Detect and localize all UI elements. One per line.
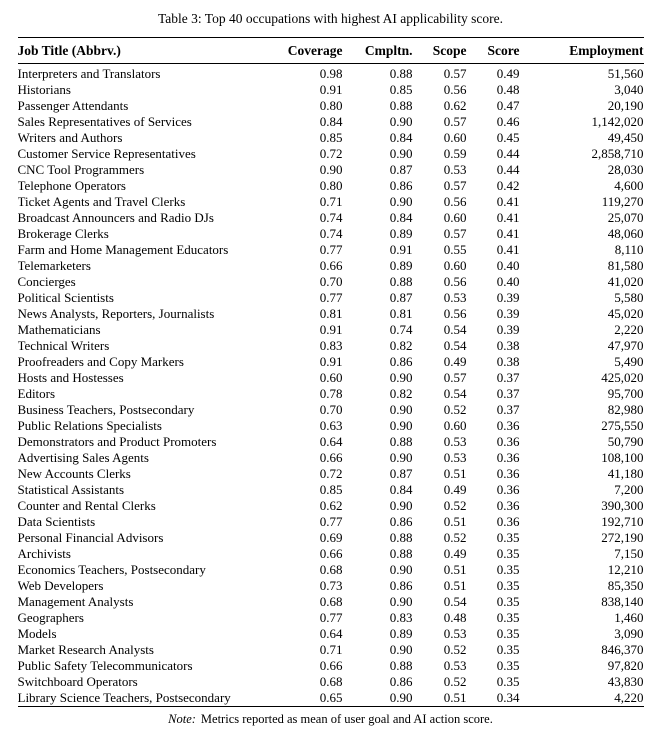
- value-cell: 0.90: [389, 114, 413, 129]
- table-header: [18, 38, 644, 64]
- value-cell: 4,220: [614, 690, 644, 705]
- value-cell: 0.90: [319, 162, 343, 177]
- value-cell: 0.35: [496, 610, 520, 625]
- value-cell: 0.66: [319, 546, 343, 561]
- value-cell: 0.56: [443, 194, 467, 209]
- table-row: [18, 242, 644, 258]
- value-cell: 0.36: [496, 514, 520, 529]
- value-cell: 0.90: [389, 418, 413, 433]
- value-cell: 0.49: [496, 66, 520, 81]
- value-cell: 0.86: [389, 578, 413, 593]
- value-cell: 838,140: [601, 594, 644, 609]
- value-cell: 0.74: [389, 322, 413, 337]
- value-cell: 0.51: [443, 562, 467, 577]
- value-cell: 0.89: [389, 258, 413, 273]
- job-title-cell: Hosts and Hostesses: [17, 370, 124, 385]
- job-title-cell: Historians: [17, 82, 71, 97]
- table-row: [18, 354, 644, 370]
- value-cell: 0.88: [389, 658, 413, 673]
- value-cell: 1,142,020: [591, 114, 644, 129]
- job-title-cell: Proofreaders and Copy Markers: [17, 354, 184, 369]
- job-title-cell: Brokerage Clerks: [17, 226, 109, 241]
- job-title-cell: News Analysts, Reporters, Journalists: [17, 306, 215, 321]
- table-row: [18, 514, 644, 530]
- value-cell: 0.56: [443, 82, 467, 97]
- value-cell: 0.64: [319, 626, 343, 641]
- table-row: [18, 162, 644, 178]
- job-title-cell: Political Scientists: [17, 290, 114, 305]
- value-cell: 0.35: [496, 594, 520, 609]
- table-row: [18, 386, 644, 402]
- job-title-cell: Statistical Assistants: [17, 482, 125, 497]
- table-row: [18, 482, 644, 498]
- job-title-cell: Mathematicians: [17, 322, 101, 337]
- value-cell: 0.90: [389, 370, 413, 385]
- value-cell: 0.35: [496, 562, 520, 577]
- table-row: [18, 498, 644, 514]
- table-row: [18, 658, 644, 674]
- value-cell: 0.62: [443, 98, 467, 113]
- job-title-cell: Sales Representatives of Services: [17, 114, 192, 129]
- value-cell: 0.40: [496, 274, 520, 289]
- table-body: [18, 64, 644, 707]
- table-row: [18, 610, 644, 626]
- value-cell: 0.90: [389, 642, 413, 657]
- value-cell: 0.66: [319, 450, 343, 465]
- table-row: [18, 674, 644, 690]
- job-title-cell: Editors: [17, 386, 56, 401]
- value-cell: 0.49: [443, 482, 467, 497]
- value-cell: 49,450: [607, 130, 644, 145]
- value-cell: 48,060: [607, 226, 644, 241]
- value-cell: 192,710: [601, 514, 644, 529]
- value-cell: 0.70: [319, 402, 343, 417]
- job-title-cell: Management Analysts: [17, 594, 134, 609]
- table-row: [18, 98, 644, 114]
- value-cell: 390,300: [601, 498, 644, 513]
- job-title-cell: CNC Tool Programmers: [17, 162, 145, 177]
- value-cell: 0.91: [319, 322, 343, 337]
- value-cell: 0.52: [443, 402, 467, 417]
- value-cell: 0.90: [389, 146, 413, 161]
- job-title-cell: Library Science Teachers, Postsecondary: [17, 690, 231, 705]
- value-cell: 0.74: [319, 226, 343, 241]
- header-row: [18, 38, 644, 64]
- job-title-cell: Models: [17, 626, 57, 641]
- col-header-scope: Scope: [413, 38, 467, 64]
- value-cell: 0.36: [496, 498, 520, 513]
- value-cell: 0.68: [319, 562, 343, 577]
- job-title-cell: Market Research Analysts: [17, 642, 154, 657]
- note-text: Metrics reported as mean of user goal and AI action score.: [200, 712, 493, 726]
- job-title-cell: Writers and Authors: [17, 130, 123, 145]
- table-row: [18, 114, 644, 130]
- value-cell: 0.36: [496, 450, 520, 465]
- value-cell: 1,460: [614, 610, 644, 625]
- value-cell: 47,970: [607, 338, 644, 353]
- value-cell: 0.71: [319, 642, 343, 657]
- value-cell: 3,040: [614, 82, 644, 97]
- value-cell: 0.90: [389, 402, 413, 417]
- value-cell: 0.71: [319, 194, 343, 209]
- job-title-cell: Switchboard Operators: [17, 674, 138, 689]
- value-cell: 85,350: [607, 578, 644, 593]
- job-title-cell: Technical Writers: [17, 338, 110, 353]
- value-cell: 0.81: [389, 306, 413, 321]
- job-title-cell: Data Scientists: [17, 514, 96, 529]
- value-cell: 0.77: [319, 514, 343, 529]
- value-cell: 0.88: [389, 530, 413, 545]
- table-row: [18, 562, 644, 578]
- table-row: [18, 226, 644, 242]
- value-cell: 0.54: [443, 322, 467, 337]
- table-row: [18, 322, 644, 338]
- value-cell: 0.77: [319, 242, 343, 257]
- table-row: [18, 642, 644, 658]
- value-cell: 0.82: [389, 338, 413, 353]
- job-title-cell: Economics Teachers, Postsecondary: [17, 562, 206, 577]
- value-cell: 8,110: [614, 242, 644, 257]
- value-cell: 41,180: [607, 466, 644, 481]
- value-cell: 0.49: [443, 354, 467, 369]
- value-cell: 0.84: [389, 210, 413, 225]
- value-cell: 0.73: [319, 578, 343, 593]
- job-title-cell: Ticket Agents and Travel Clerks: [17, 194, 186, 209]
- job-title-cell: Passenger Attendants: [17, 98, 129, 113]
- value-cell: 0.40: [496, 258, 520, 273]
- value-cell: 0.66: [319, 258, 343, 273]
- value-cell: 0.98: [319, 66, 343, 81]
- value-cell: 0.91: [319, 354, 343, 369]
- value-cell: 0.80: [319, 178, 343, 193]
- table-row: [18, 690, 644, 707]
- value-cell: 0.46: [496, 114, 520, 129]
- job-title-cell: New Accounts Clerks: [17, 466, 131, 481]
- value-cell: 0.51: [443, 690, 467, 705]
- job-title-cell: Advertising Sales Agents: [17, 450, 149, 465]
- value-cell: 0.72: [319, 466, 343, 481]
- table-row: [18, 82, 644, 98]
- value-cell: 0.88: [389, 274, 413, 289]
- value-cell: 0.86: [389, 178, 413, 193]
- value-cell: 51,560: [607, 66, 644, 81]
- col-header-job-title: Job Title (Abbrv.): [18, 38, 268, 64]
- table-row: [18, 290, 644, 306]
- value-cell: 2,858,710: [591, 146, 644, 161]
- value-cell: 0.55: [443, 242, 467, 257]
- job-title-cell: Public Safety Telecommunicators: [17, 658, 193, 673]
- value-cell: 0.48: [443, 610, 467, 625]
- value-cell: 5,490: [614, 354, 644, 369]
- value-cell: 0.87: [389, 290, 413, 305]
- value-cell: 0.36: [496, 434, 520, 449]
- value-cell: 0.72: [319, 146, 343, 161]
- value-cell: 20,190: [607, 98, 644, 113]
- value-cell: 846,370: [601, 642, 644, 657]
- table-row: [18, 306, 644, 322]
- value-cell: 0.57: [443, 66, 467, 81]
- value-cell: 0.63: [319, 418, 343, 433]
- value-cell: 0.84: [389, 130, 413, 145]
- table-row: [18, 578, 644, 594]
- value-cell: 0.87: [389, 466, 413, 481]
- value-cell: 0.52: [443, 498, 467, 513]
- value-cell: 0.35: [496, 658, 520, 673]
- value-cell: 95,700: [607, 386, 644, 401]
- job-title-cell: Farm and Home Management Educators: [17, 242, 229, 257]
- value-cell: 81,580: [607, 258, 644, 273]
- value-cell: 0.34: [496, 690, 520, 705]
- value-cell: 2,220: [614, 322, 644, 337]
- table-row: [18, 594, 644, 610]
- value-cell: 0.74: [319, 210, 343, 225]
- value-cell: 0.54: [443, 386, 467, 401]
- value-cell: 0.91: [389, 242, 413, 257]
- value-cell: 0.53: [443, 434, 467, 449]
- value-cell: 4,600: [614, 178, 644, 193]
- value-cell: 0.90: [389, 562, 413, 577]
- value-cell: 7,200: [614, 482, 644, 497]
- value-cell: 0.69: [319, 530, 343, 545]
- table-row: [18, 370, 644, 386]
- value-cell: 0.48: [496, 82, 520, 97]
- table-row: [18, 450, 644, 466]
- value-cell: 0.37: [496, 370, 520, 385]
- value-cell: 0.42: [496, 178, 520, 193]
- note-label: Note:: [168, 712, 196, 726]
- job-title-cell: Concierges: [17, 274, 76, 289]
- job-title-cell: Demonstrators and Product Promoters: [17, 434, 217, 449]
- value-cell: 0.49: [443, 546, 467, 561]
- value-cell: 0.36: [496, 482, 520, 497]
- value-cell: 0.89: [389, 626, 413, 641]
- table-row: [18, 258, 644, 274]
- value-cell: 0.60: [319, 370, 343, 385]
- value-cell: 0.70: [319, 274, 343, 289]
- value-cell: 0.83: [389, 610, 413, 625]
- value-cell: 0.77: [319, 290, 343, 305]
- col-header-employment: Employment: [520, 38, 644, 64]
- value-cell: 0.41: [496, 226, 520, 241]
- value-cell: 0.77: [319, 610, 343, 625]
- value-cell: 0.57: [443, 370, 467, 385]
- value-cell: 0.53: [443, 626, 467, 641]
- value-cell: 0.35: [496, 626, 520, 641]
- table-row: [18, 194, 644, 210]
- value-cell: 0.37: [496, 386, 520, 401]
- col-header-score: Score: [467, 38, 520, 64]
- occupations-table: [18, 37, 644, 707]
- value-cell: 0.62: [319, 498, 343, 513]
- value-cell: 0.86: [389, 354, 413, 369]
- value-cell: 0.35: [496, 546, 520, 561]
- value-cell: 0.35: [496, 578, 520, 593]
- job-title-cell: Counter and Rental Clerks: [17, 498, 156, 513]
- value-cell: 0.91: [319, 82, 343, 97]
- table-row: [18, 178, 644, 194]
- table-row: [18, 626, 644, 642]
- value-cell: 0.88: [389, 98, 413, 113]
- table-row: [18, 418, 644, 434]
- col-header-coverage: Coverage: [268, 38, 343, 64]
- value-cell: 25,070: [607, 210, 644, 225]
- table-row: [18, 434, 644, 450]
- table-row: [18, 466, 644, 482]
- value-cell: 0.56: [443, 274, 467, 289]
- value-cell: 0.35: [496, 642, 520, 657]
- value-cell: 0.78: [319, 386, 343, 401]
- value-cell: 7,150: [614, 546, 644, 561]
- value-cell: 0.80: [319, 98, 343, 113]
- value-cell: 0.53: [443, 290, 467, 305]
- value-cell: 0.84: [389, 482, 413, 497]
- value-cell: 0.86: [389, 514, 413, 529]
- table-row: [18, 530, 644, 546]
- value-cell: 0.39: [496, 290, 520, 305]
- value-cell: 0.53: [443, 450, 467, 465]
- value-cell: 0.90: [389, 498, 413, 513]
- value-cell: 272,190: [601, 530, 644, 545]
- table-row: [18, 546, 644, 562]
- job-title-cell: Customer Service Representatives: [17, 146, 196, 161]
- value-cell: 0.38: [496, 338, 520, 353]
- value-cell: 0.51: [443, 514, 467, 529]
- value-cell: 0.87: [389, 162, 413, 177]
- value-cell: 5,580: [614, 290, 644, 305]
- value-cell: 0.41: [496, 210, 520, 225]
- value-cell: 41,020: [607, 274, 644, 289]
- table-row: [18, 274, 644, 290]
- value-cell: 0.37: [496, 402, 520, 417]
- value-cell: 0.86: [389, 674, 413, 689]
- value-cell: 0.59: [443, 146, 467, 161]
- value-cell: 0.85: [389, 82, 413, 97]
- value-cell: 0.44: [496, 162, 520, 177]
- value-cell: 108,100: [601, 450, 644, 465]
- job-title-cell: Business Teachers, Postsecondary: [17, 402, 195, 417]
- value-cell: 0.60: [443, 418, 467, 433]
- value-cell: 0.36: [496, 466, 520, 481]
- job-title-cell: Interpreters and Translators: [17, 66, 161, 81]
- value-cell: 0.52: [443, 674, 467, 689]
- value-cell: 0.41: [496, 242, 520, 257]
- job-title-cell: Archivists: [17, 546, 71, 561]
- value-cell: 0.90: [389, 690, 413, 705]
- job-title-cell: Personal Financial Advisors: [17, 530, 164, 545]
- value-cell: 0.47: [496, 98, 520, 113]
- value-cell: 0.90: [389, 194, 413, 209]
- value-cell: 0.88: [389, 66, 413, 81]
- value-cell: 0.44: [496, 146, 520, 161]
- value-cell: 0.90: [389, 450, 413, 465]
- value-cell: 0.54: [443, 594, 467, 609]
- value-cell: 119,270: [601, 194, 644, 209]
- value-cell: 0.39: [496, 322, 520, 337]
- value-cell: 0.89: [389, 226, 413, 241]
- value-cell: 0.90: [389, 594, 413, 609]
- value-cell: 0.54: [443, 338, 467, 353]
- value-cell: 0.38: [496, 354, 520, 369]
- value-cell: 0.52: [443, 530, 467, 545]
- value-cell: 97,820: [607, 658, 644, 673]
- table-note: [0, 712, 661, 727]
- value-cell: 0.88: [389, 434, 413, 449]
- job-title-cell: Geographers: [17, 610, 84, 625]
- value-cell: 0.39: [496, 306, 520, 321]
- value-cell: 0.65: [319, 690, 343, 705]
- value-cell: 0.57: [443, 178, 467, 193]
- value-cell: 43,830: [607, 674, 644, 689]
- value-cell: 275,550: [601, 418, 644, 433]
- value-cell: 0.57: [443, 114, 467, 129]
- value-cell: 82,980: [607, 402, 644, 417]
- value-cell: 0.41: [496, 194, 520, 209]
- value-cell: 12,210: [607, 562, 644, 577]
- value-cell: 0.68: [319, 674, 343, 689]
- value-cell: 0.60: [443, 210, 467, 225]
- value-cell: 3,090: [614, 626, 644, 641]
- value-cell: 0.35: [496, 674, 520, 689]
- value-cell: 0.45: [496, 130, 520, 145]
- value-cell: 0.82: [389, 386, 413, 401]
- value-cell: 0.64: [319, 434, 343, 449]
- value-cell: 0.68: [319, 594, 343, 609]
- value-cell: 0.53: [443, 658, 467, 673]
- value-cell: 0.51: [443, 578, 467, 593]
- value-cell: 425,020: [601, 370, 644, 385]
- table-row: [18, 210, 644, 226]
- table-row: [18, 146, 644, 162]
- table-row: [18, 402, 644, 418]
- value-cell: 0.56: [443, 306, 467, 321]
- table-row: [18, 130, 644, 146]
- job-title-cell: Telephone Operators: [17, 178, 126, 193]
- value-cell: 0.85: [319, 482, 343, 497]
- table-row: [18, 64, 644, 83]
- job-title-cell: Broadcast Announcers and Radio DJs: [17, 210, 214, 225]
- value-cell: 0.60: [443, 258, 467, 273]
- value-cell: 0.85: [319, 130, 343, 145]
- value-cell: 0.51: [443, 466, 467, 481]
- value-cell: 45,020: [607, 306, 644, 321]
- job-title-cell: Telemarketers: [17, 258, 91, 273]
- value-cell: 0.83: [319, 338, 343, 353]
- value-cell: 28,030: [607, 162, 644, 177]
- job-title-cell: Web Developers: [17, 578, 104, 593]
- value-cell: 0.53: [443, 162, 467, 177]
- job-title-cell: Public Relations Specialists: [17, 418, 162, 433]
- col-header-cmpltn: Cmpltn.: [343, 38, 413, 64]
- value-cell: 0.66: [319, 658, 343, 673]
- value-cell: 0.60: [443, 130, 467, 145]
- value-cell: 0.81: [319, 306, 343, 321]
- value-cell: 0.35: [496, 530, 520, 545]
- value-cell: 0.36: [496, 418, 520, 433]
- value-cell: 0.57: [443, 226, 467, 241]
- table-row: [18, 338, 644, 354]
- value-cell: 0.52: [443, 642, 467, 657]
- value-cell: 0.88: [389, 546, 413, 561]
- value-cell: 50,790: [607, 434, 644, 449]
- table-caption: Table 3: Top 40 occupations with highest AI applicability score.: [157, 11, 504, 26]
- value-cell: 0.84: [319, 114, 343, 129]
